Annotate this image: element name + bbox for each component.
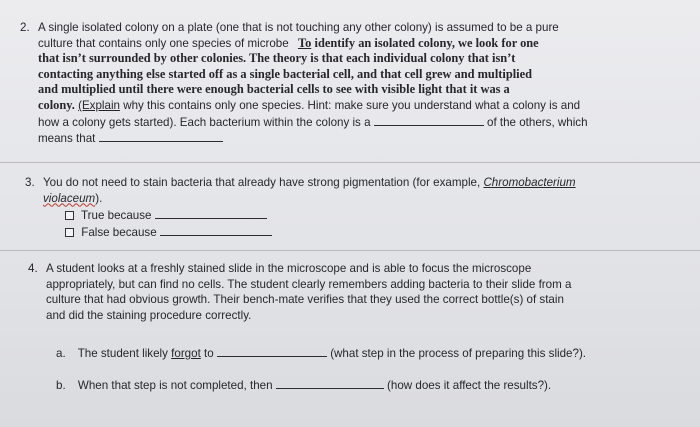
q4-line-2: appropriately, but can find no cells. The student clearly remembers adding bacteria to their slide from a: [46, 277, 572, 291]
false-checkbox[interactable]: [65, 228, 74, 237]
question-2: [20, 20, 688, 147]
q2-bold-1: identify an isolated colony, we look for one: [314, 35, 539, 50]
q2-line-8: [38, 130, 688, 147]
q4-line-3: culture that had obvious growth. Their bench-mate verifies that they used the correct bottle(s) of stain: [46, 293, 564, 307]
q4-line-1: A student looks at a freshly stained slide in the microscope and is able to focus the microscope: [46, 262, 532, 275]
false-label: False because: [81, 225, 157, 239]
q3-false-option: [43, 224, 683, 241]
q2-line-7: [38, 114, 688, 131]
true-label: True because: [81, 209, 152, 223]
q2-line-2-text: culture that contains only one species of microbe: [38, 36, 289, 50]
q2-blank-2[interactable]: [99, 130, 223, 142]
q3-true-blank[interactable]: [155, 207, 267, 219]
q2-line-6: [38, 98, 688, 114]
part-a-blank[interactable]: [217, 345, 327, 357]
question-2-number: 2.: [20, 21, 30, 34]
q3-line-1-text: You do not need to stain bacteria that already have strong pigmentation (for example,: [43, 176, 481, 189]
q2-line-7-text: how a colony gets started). Each bacterium within the colony is a: [38, 115, 371, 129]
part-b-blank[interactable]: [276, 377, 384, 389]
part-a-tail: (what step in the process of preparing this slide?).: [330, 347, 587, 360]
part-b-tail: (how does it affect the results?).: [387, 379, 552, 392]
part-a-label: a.: [56, 347, 66, 360]
question-4: [28, 261, 686, 323]
q2-line-6-tail: why this contains only one species. Hint: make sure you understand what a colony is and: [123, 98, 581, 112]
q3-false-blank[interactable]: [160, 224, 272, 236]
part-b-label: b.: [56, 379, 66, 392]
q4-line-4: and did the staining procedure correctly.: [46, 308, 252, 322]
q2-bold-colony: colony.: [38, 97, 75, 112]
q3-line-1: [43, 175, 683, 191]
q3-line-2: [43, 191, 683, 207]
q2-bold-line-3: that isn’t surrounded by other colonies. The theory is that each individual colony that isn’t: [38, 51, 516, 66]
q3-species: violaceum: [43, 191, 96, 205]
q3-species-end: ).: [95, 191, 103, 205]
q3-genus: Chromobacterium: [483, 176, 576, 189]
q2-bold-line-5: and multiplied until there were enough bacterial cells to see with visible light that it was a: [38, 82, 510, 97]
part-b-text: When that step is not completed, then: [77, 379, 273, 392]
q2-blank-1[interactable]: [374, 114, 484, 126]
section-divider-1: [0, 162, 700, 163]
question-3-number: 3.: [25, 176, 35, 189]
question-3: [25, 175, 683, 240]
section-divider-2: [0, 250, 700, 251]
q4-part-a: [56, 345, 586, 360]
q2-bold-line-4: contacting anything else started off as a single bacterial cell, and that cell grew and multiplied: [38, 66, 532, 81]
q2-line-1: A single isolated colony on a plate (one that is not touching any other colony) is assumed to be a pure: [38, 21, 559, 34]
q2-line-2: [38, 36, 688, 52]
q2-to-word: To: [297, 35, 312, 50]
part-a-text: The student likely: [77, 347, 168, 360]
part-a-forgot: forgot: [171, 347, 201, 360]
q2-explain-word: (Explain: [78, 98, 120, 112]
q2-line-8-text: means that: [38, 132, 96, 146]
part-a-to: to: [204, 347, 214, 360]
q3-true-option: [43, 207, 683, 224]
question-4-number: 4.: [28, 262, 38, 275]
true-checkbox[interactable]: [65, 211, 74, 220]
q2-line-7-end: of the others, which: [487, 115, 588, 129]
q4-part-b: [56, 377, 551, 392]
